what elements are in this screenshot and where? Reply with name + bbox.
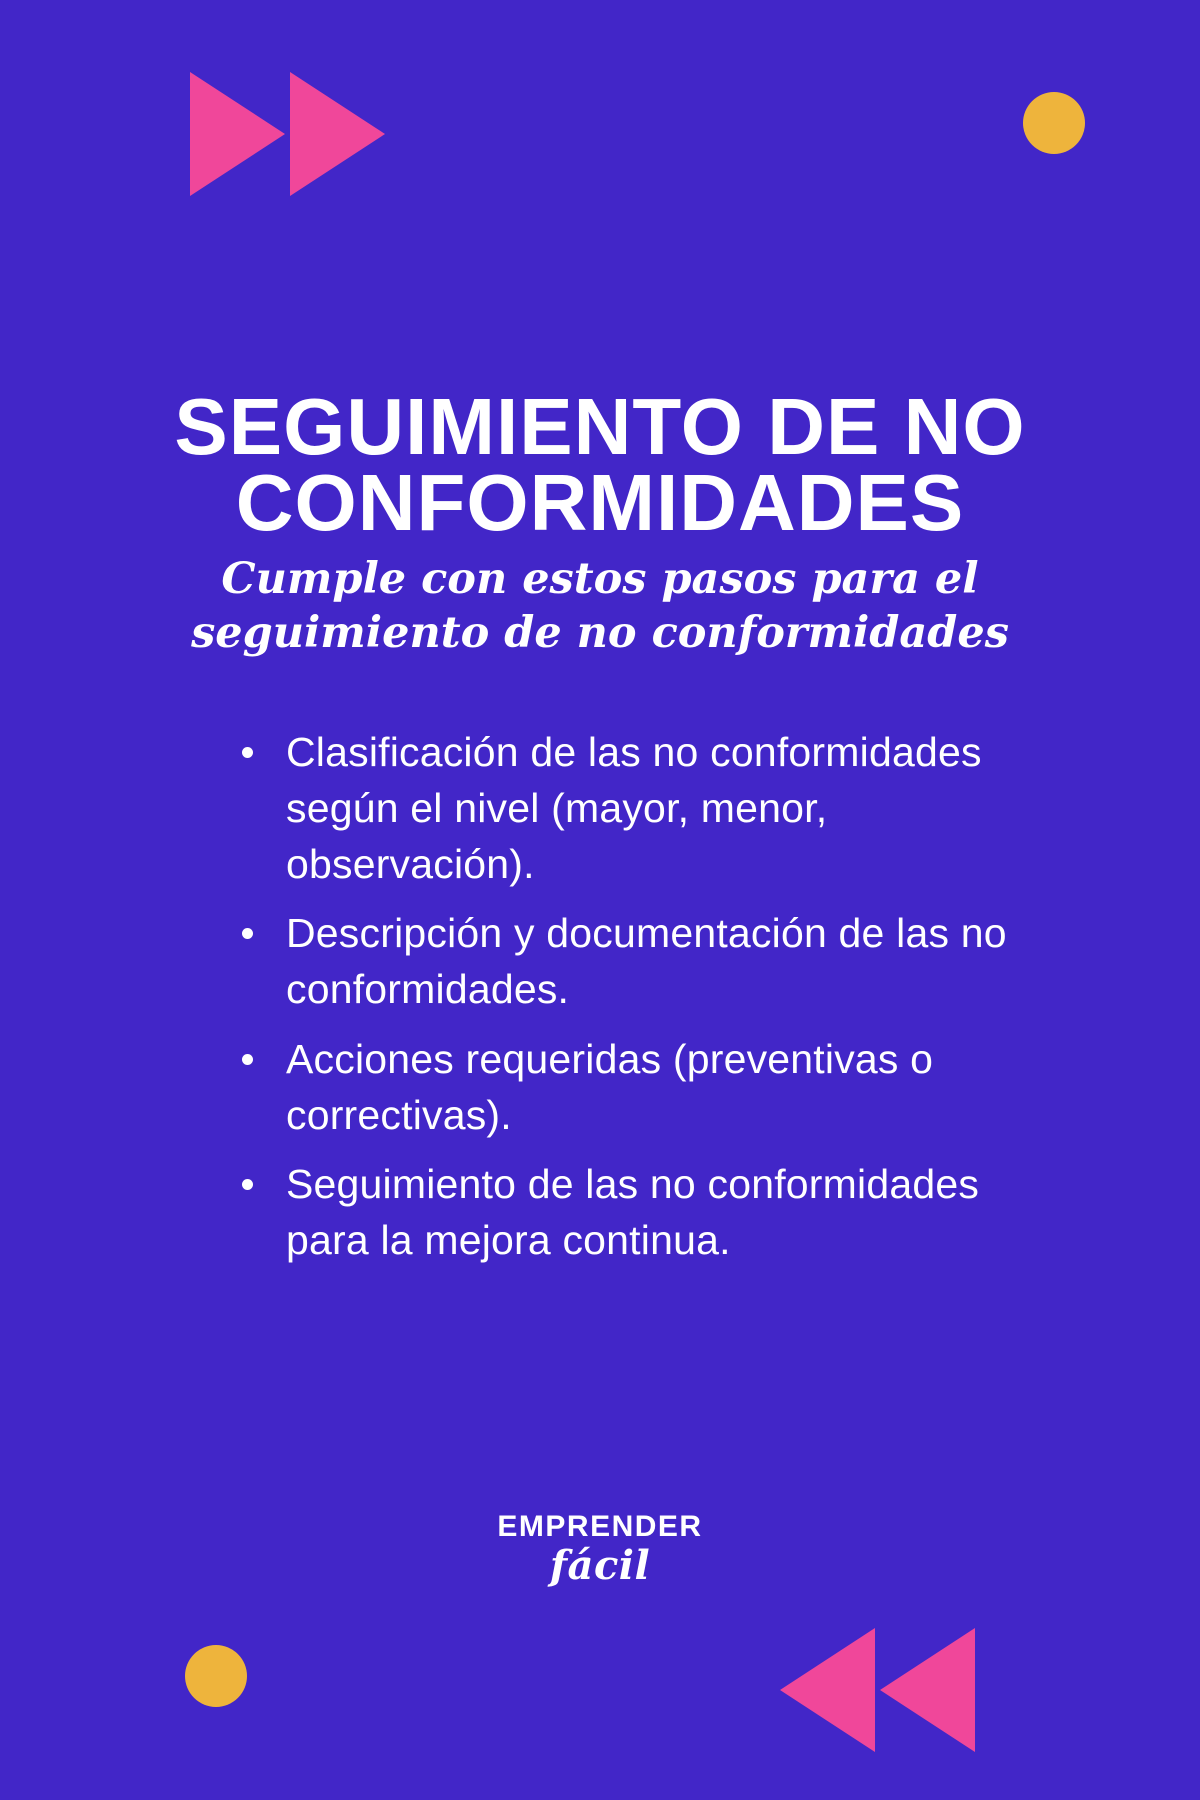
list-item: Descripción y documentación de las no conformidades. xyxy=(238,906,1048,1018)
triangle-right-icon xyxy=(190,72,285,196)
brand-logo xyxy=(0,1510,1200,1589)
list-item: Clasificación de las no conformidades según el nivel (mayor, menor, observación). xyxy=(238,725,1048,892)
page-subtitle: Cumple con estos pasos para el seguimiento de no conformidades xyxy=(191,554,1009,658)
steps-list xyxy=(238,725,1048,1283)
list-item: Seguimiento de las no conformidades para la mejora continua. xyxy=(238,1157,1048,1269)
brand-logo-primary: EMPRENDER xyxy=(497,1510,703,1543)
triangle-right-icon xyxy=(290,72,385,196)
triangle-left-icon xyxy=(780,1628,875,1752)
circle-dot-icon xyxy=(185,1645,247,1707)
triangle-left-icon xyxy=(880,1628,975,1752)
page-title: SEGUIMIENTO DE NO CONFORMIDADES xyxy=(174,381,1026,548)
brand-logo-secondary: fácil xyxy=(549,1542,651,1589)
circle-dot-icon xyxy=(1023,92,1085,154)
list-item: Acciones requeridas (preventivas o correctivas). xyxy=(238,1032,1048,1144)
